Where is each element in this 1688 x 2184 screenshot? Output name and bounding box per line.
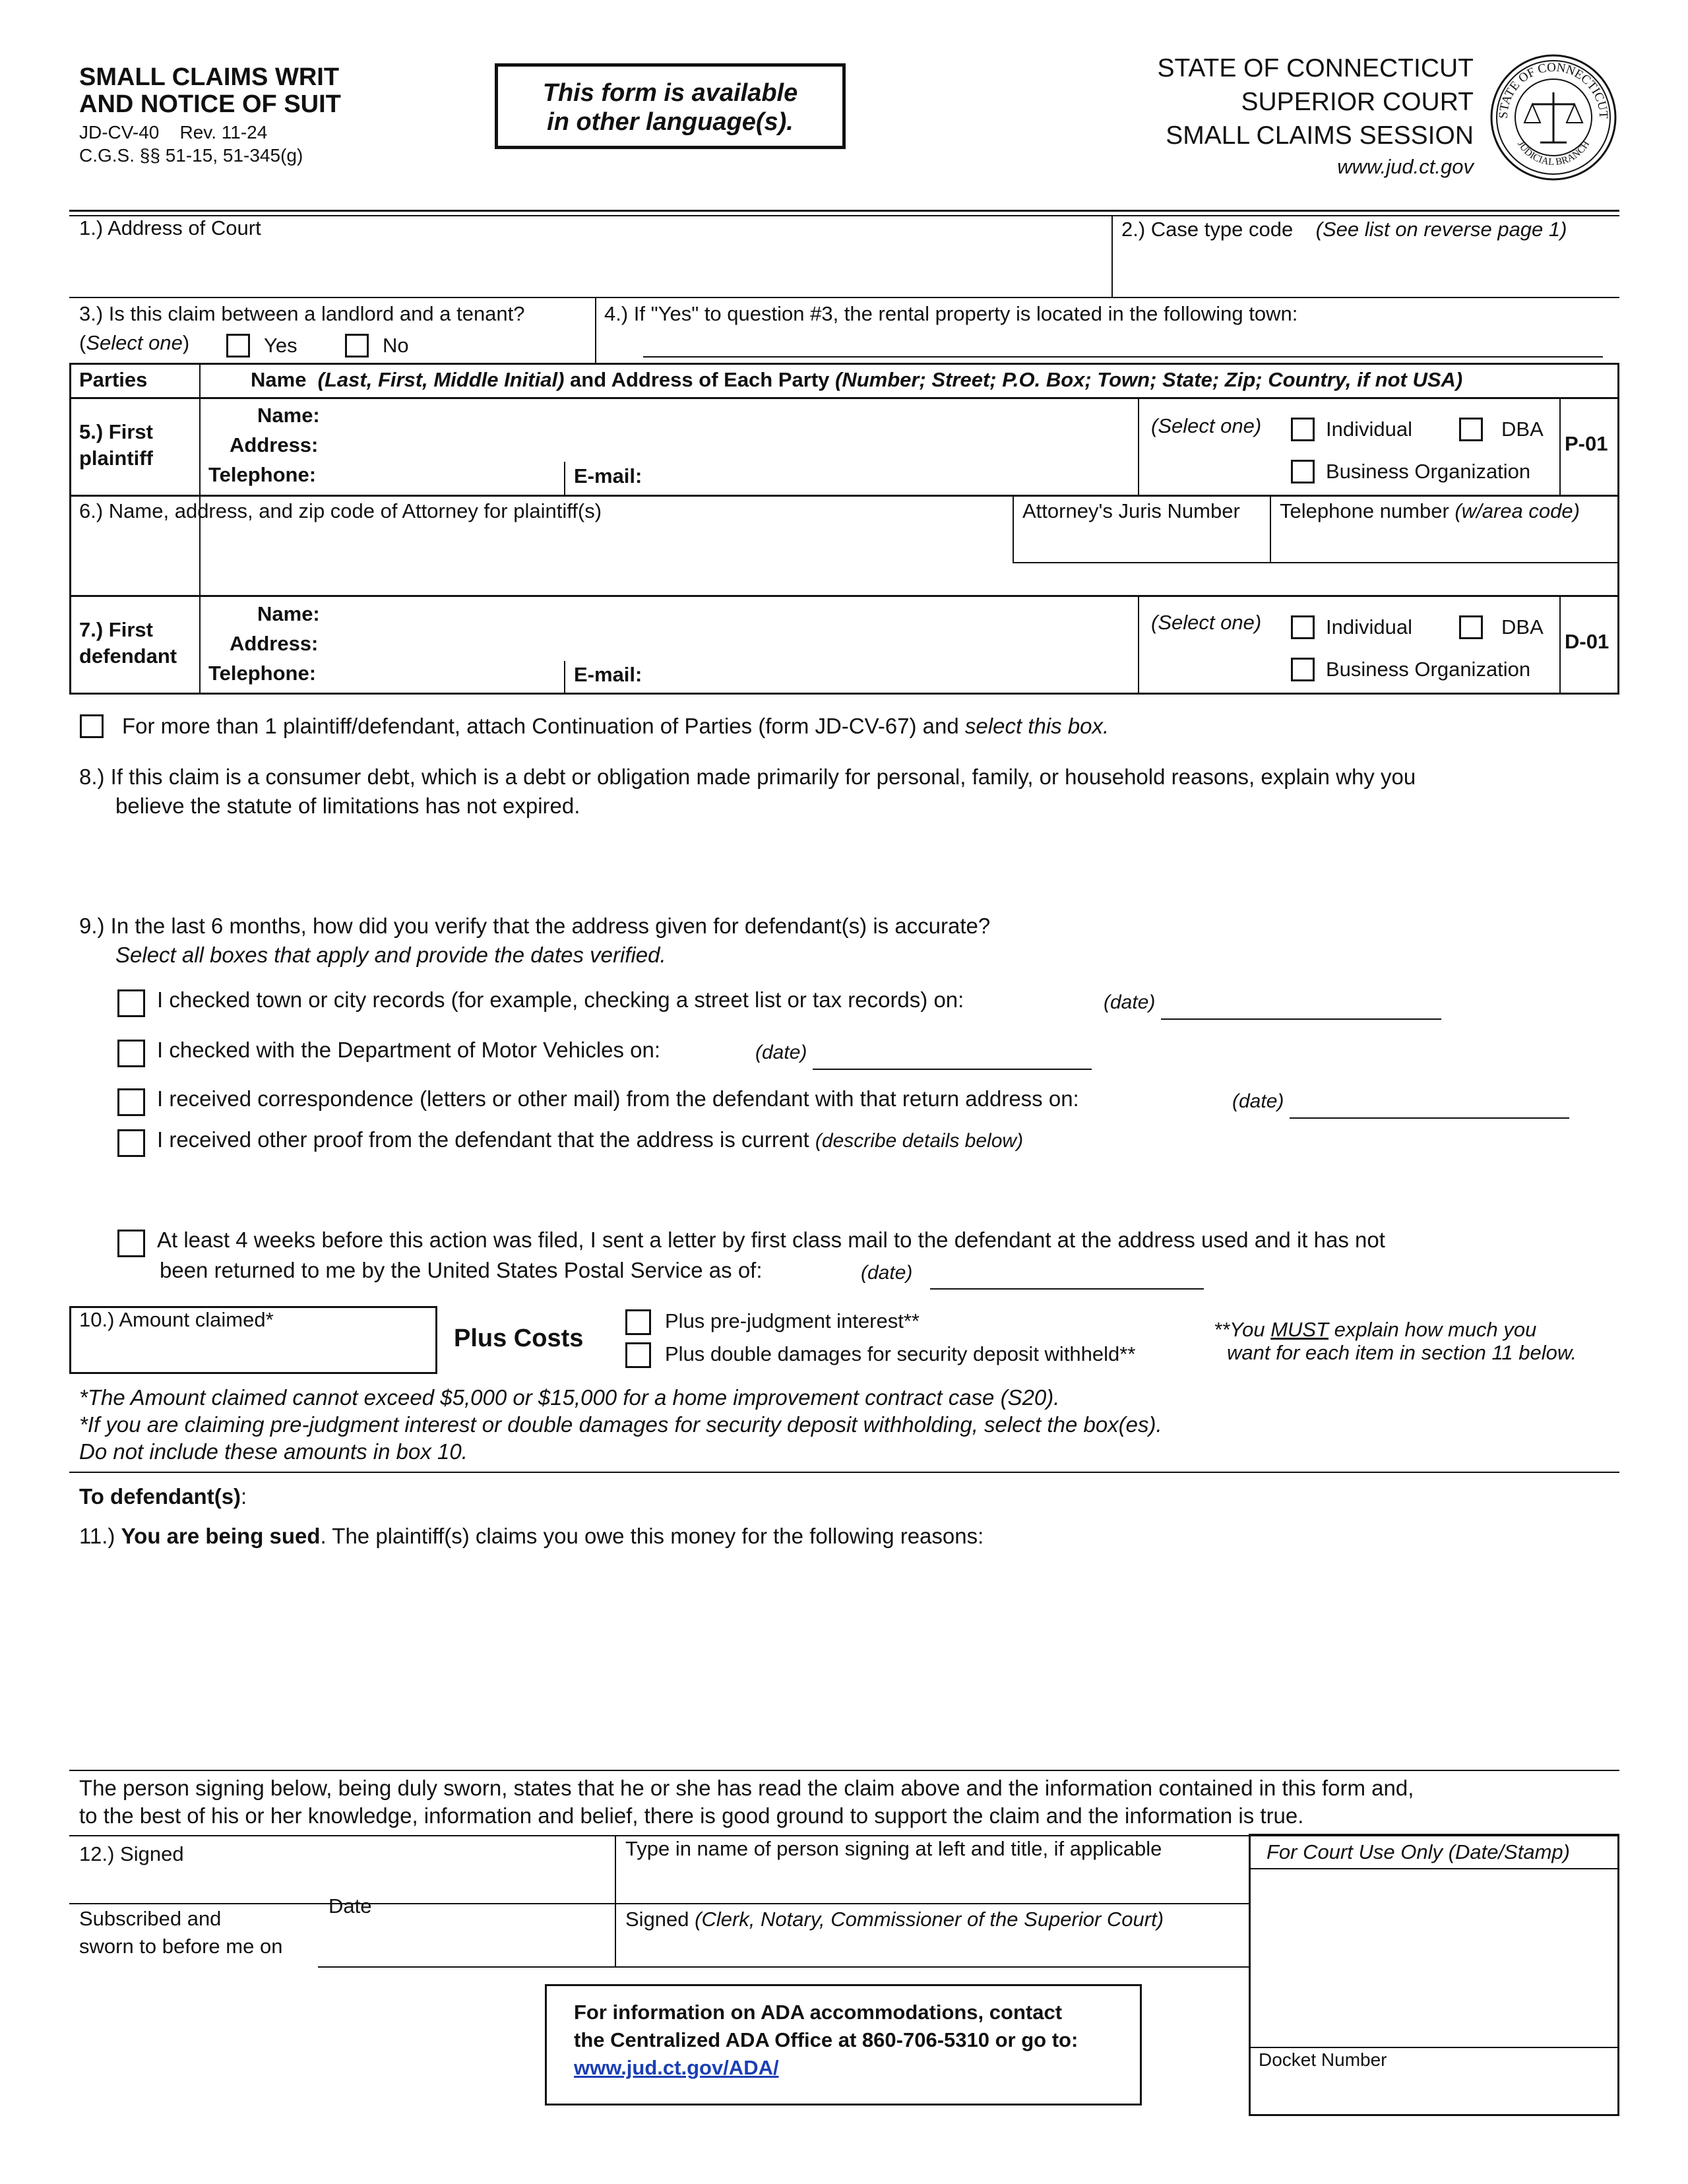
pre-judgment-interest-label: Plus pre-judgment interest** <box>665 1309 920 1332</box>
language-notice-line2: in other language(s). <box>547 108 794 136</box>
consumer-debt-question-line1: 8.) If this claim is a consumer debt, which is a debt or obligation made primarily for personal, family, or household reasons, explain why you <box>79 764 1416 789</box>
plaintiff-select-one-hint: (Select one) <box>1151 414 1262 437</box>
attorney-telephone-label: Telephone number (w/area code) <box>1280 499 1580 522</box>
consumer-debt-question-line2: believe the statute of limitations has not expired. <box>115 794 580 818</box>
defendant-name-field[interactable] <box>336 600 1128 627</box>
defendant-code: D-01 <box>1565 630 1610 653</box>
case-type-code-label: 2.) Case type code (See list on reverse page 1) <box>1121 218 1567 241</box>
plaintiff-dba-label: DBA <box>1501 418 1544 441</box>
dmv-checkbox[interactable] <box>117 1040 145 1067</box>
form-title-line2: AND NOTICE OF SUIT <box>79 90 341 118</box>
oath-statement-line2: to the best of his or her knowledge, information and belief, there is good ground to support the claim and the information is true. <box>79 1803 1304 1828</box>
defendant-name-label: Name: <box>257 602 320 625</box>
sworn-date-field[interactable] <box>318 1966 616 1968</box>
plaintiff-individual-checkbox[interactable] <box>1291 418 1315 441</box>
first-class-mail-date-field[interactable] <box>930 1288 1204 1290</box>
consumer-debt-explanation-field[interactable] <box>79 825 1610 904</box>
plaintiff-address-label: Address: <box>230 433 319 456</box>
landlord-tenant-yes-checkbox[interactable] <box>226 334 250 358</box>
plaintiff-name-label: Name: <box>257 404 320 427</box>
defendant-telephone-field[interactable] <box>336 660 561 686</box>
defendant-select-one-hint: (Select one) <box>1151 611 1262 634</box>
yes-label: Yes <box>264 334 297 357</box>
attorney-juris-number-field[interactable] <box>1022 528 1260 557</box>
attorney-field[interactable] <box>79 528 1003 557</box>
to-defendants-heading: To defendant(s): <box>79 1484 247 1509</box>
defendant-dba-checkbox[interactable] <box>1459 615 1483 639</box>
judicial-seal-icon <box>1487 51 1619 183</box>
plaintiff-telephone-label: Telephone: <box>208 463 317 486</box>
statute-citation: C.G.S. §§ 51-15, 51-345(g) <box>79 145 303 166</box>
select-one-hint: (Select one) <box>79 331 190 354</box>
plaintiff-address-field[interactable] <box>336 432 1128 458</box>
first-class-mail-checkbox[interactable] <box>117 1230 145 1257</box>
double-damages-label: Plus double damages for security deposit withheld** <box>665 1342 1136 1365</box>
plaintiff-individual-label: Individual <box>1326 418 1412 441</box>
pre-judgment-interest-checkbox[interactable] <box>625 1309 651 1335</box>
ada-link[interactable]: www.jud.ct.gov/ADA/ <box>574 2056 779 2079</box>
court-use-box <box>1249 1834 1619 2116</box>
language-notice-line1: This form is available <box>542 79 798 107</box>
other-proof-details-field[interactable] <box>157 1161 1608 1220</box>
no-label: No <box>383 334 409 357</box>
date-label: Date <box>328 1894 372 1918</box>
landlord-tenant-question: 3.) Is this claim between a landlord and a tenant? <box>79 302 525 325</box>
claim-reasons-field[interactable] <box>79 1557 1610 1755</box>
ada-link-container <box>574 2056 779 2080</box>
continuation-of-parties-checkbox[interactable] <box>80 714 104 738</box>
plaintiff-dba-checkbox[interactable] <box>1459 418 1483 441</box>
address-of-court-label: 1.) Address of Court <box>79 216 261 239</box>
defendant-dba-label: DBA <box>1501 615 1544 639</box>
first-class-mail-label-line1: At least 4 weeks before this action was filed, I sent a letter by first class mail to the defendant at the address used and it has not <box>157 1228 1385 1252</box>
ada-info-line2: the Centralized ADA Office at 860-706-5310 or go to: <box>574 2028 1078 2051</box>
defendant-individual-label: Individual <box>1326 615 1412 639</box>
interest-selection-note: *If you are claiming pre-judgment interest or double damages for security deposit withholding, select the box(es). <box>79 1412 1162 1437</box>
state-name: STATE OF CONNECTICUT <box>1157 54 1474 82</box>
must-explain-note-line1: **You MUST explain how much you <box>1214 1318 1537 1341</box>
first-class-mail-label-line2: been returned to me by the United States Postal Service as of: <box>160 1258 763 1282</box>
official-signature-field[interactable] <box>625 1934 1239 1964</box>
plaintiff-email-field[interactable] <box>660 462 1128 488</box>
first-defendant-label: 7.) First defendant <box>79 618 177 668</box>
plaintiff-telephone-field[interactable] <box>336 462 561 488</box>
correspondence-label: I received correspondence (letters or other mail) from the defendant with that return address on: <box>157 1086 1079 1111</box>
court-website: www.jud.ct.gov <box>1337 155 1474 178</box>
court-use-label: For Court Use Only (Date/Stamp) <box>1266 1840 1570 1863</box>
correspondence-checkbox[interactable] <box>117 1088 145 1116</box>
dmv-date-field[interactable] <box>813 1069 1092 1070</box>
parties-column-header: Parties <box>79 368 148 391</box>
dmv-label: I checked with the Department of Motor Vehicles on: <box>157 1038 661 1062</box>
attorney-label: 6.) Name, address, and zip code of Attorney for plaintiff(s) <box>79 499 602 522</box>
town-records-checkbox[interactable] <box>117 989 145 1017</box>
attorney-juris-number-label: Attorney's Juris Number <box>1022 499 1240 522</box>
first-plaintiff-label: 5.) First plaintiff <box>79 420 153 470</box>
svg-text:JUDICIAL BRANCH: JUDICIAL BRANCH <box>1515 139 1592 168</box>
form-title-line1: SMALL CLAIMS WRIT <box>79 63 340 91</box>
plaintiff-email-label: E-mail: <box>574 464 642 487</box>
landlord-tenant-no-checkbox[interactable] <box>345 334 369 358</box>
double-damages-checkbox[interactable] <box>625 1342 651 1368</box>
plus-costs-label: Plus Costs <box>454 1325 584 1352</box>
court-heading <box>1157 51 1474 181</box>
defendant-email-field[interactable] <box>660 660 1128 686</box>
other-proof-checkbox[interactable] <box>117 1129 145 1157</box>
town-records-label: I checked town or city records (for example, checking a street list or tax records) on: <box>157 987 964 1012</box>
address-verification-question: 9.) In the last 6 months, how did you verify that the address given for defendant(s) is accurate? <box>79 914 991 938</box>
first-class-mail-date-label: (date) <box>861 1262 913 1284</box>
type-name-label: Type in name of person signing at left and title, if applicable <box>625 1837 1162 1860</box>
correspondence-date-label: (date) <box>1232 1090 1284 1112</box>
address-verification-instructions: Select all boxes that apply and provide the dates verified. <box>115 943 666 967</box>
ada-info-line1: For information on ADA accommodations, contact <box>574 2001 1063 2024</box>
correspondence-date-field[interactable] <box>1290 1117 1569 1119</box>
address-of-court-field[interactable] <box>79 244 1095 290</box>
rental-town-field[interactable] <box>643 356 1603 358</box>
defendant-address-label: Address: <box>230 632 319 655</box>
being-sued-statement: 11.) You are being sued. The plaintiff(s) claims you owe this money for the following reasons: <box>79 1524 984 1548</box>
continuation-of-parties-text: For more than 1 plaintiff/defendant, attach Continuation of Parties (form JD-CV-67) and select this box. <box>122 714 1110 738</box>
plaintiff-business-organization-checkbox[interactable] <box>1291 460 1315 484</box>
type-name-field[interactable] <box>625 1864 1239 1901</box>
form-id: JD-CV-40 Rev. 11-24 <box>79 122 268 142</box>
plaintiff-business-organization-label: Business Organization <box>1326 460 1531 483</box>
attorney-telephone-field[interactable] <box>1280 528 1610 557</box>
parties-name-header: Name (Last, First, Middle Initial) and Address of Each Party (Number; Street; P.O. Box; Town; State; Zip; Country, if not USA) <box>251 368 1463 391</box>
defendant-email-label: E-mail: <box>574 663 642 686</box>
defendant-business-organization-checkbox[interactable] <box>1291 658 1315 681</box>
other-proof-label: I received other proof from the defendant that the address is current (describe details below) <box>157 1127 1024 1152</box>
defendant-address-field[interactable] <box>336 630 1128 656</box>
language-notice-box <box>495 63 846 149</box>
amount-claimed-label: 10.) Amount claimed* <box>79 1308 274 1331</box>
docket-number-field[interactable] <box>1259 2075 1608 2111</box>
svg-text:STATE OF CONNECTICUT: STATE OF CONNECTICUT <box>1496 60 1611 119</box>
plaintiff-name-field[interactable] <box>336 402 1128 429</box>
exclude-amounts-note: Do not include these amounts in box 10. <box>79 1439 468 1464</box>
rental-town-question: 4.) If "Yes" to question #3, the rental property is located in the following town: <box>604 302 1298 325</box>
defendant-individual-checkbox[interactable] <box>1291 615 1315 639</box>
amount-limit-note: *The Amount claimed cannot exceed $5,000 or $15,000 for a home improvement contract case (S20). <box>79 1385 1060 1410</box>
signed-label: 12.) Signed <box>79 1842 184 1865</box>
dmv-date-label: (date) <box>755 1042 807 1063</box>
official-signed-label: Signed (Clerk, Notary, Commissioner of the Superior Court) <box>625 1908 1164 1931</box>
oath-statement-line1: The person signing below, being duly sworn, states that he or she has read the claim above and the information contained in this form and, <box>79 1776 1414 1800</box>
town-records-date-field[interactable] <box>1161 1018 1441 1020</box>
session-name: SMALL CLAIMS SESSION <box>1166 121 1474 150</box>
docket-number-label: Docket Number <box>1259 2049 1387 2070</box>
case-type-code-field[interactable] <box>1121 245 1610 292</box>
defendant-telephone-label: Telephone: <box>208 662 317 685</box>
town-records-date-label: (date) <box>1104 991 1156 1013</box>
defendant-business-organization-label: Business Organization <box>1326 658 1531 681</box>
subscribed-sworn-label: Subscribed and sworn to before me on <box>79 1907 283 1958</box>
court-name: SUPERIOR COURT <box>1241 88 1474 116</box>
plaintiff-code: P-01 <box>1565 432 1608 455</box>
must-explain-note-line2: want for each item in section 11 below. <box>1227 1341 1577 1364</box>
